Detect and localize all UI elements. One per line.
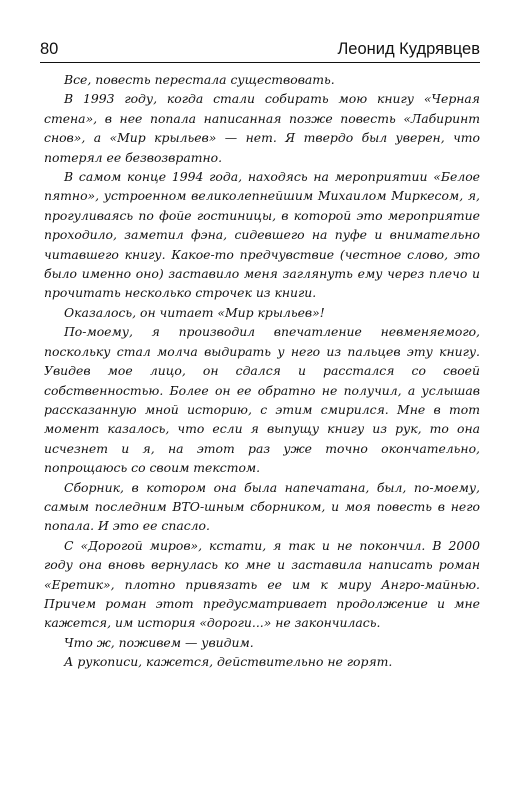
paragraph: С «Дорогой миров», кстати, я так и не покончил. В 2000 году она вновь вернулась ко мне и заставила написать роман «Еретик», плотно привязать ее им к миру Ангро-майнью. Причем роман этот предусматривает продолжение и мне кажется, им история «дороги...» не закончилась.	[44, 537, 480, 631]
paragraph: А рукописи, кажется, действительно не горят.	[64, 654, 393, 670]
paragraph: Все, повесть перестала существовать.	[64, 72, 335, 87]
paragraph: По-моему, я производил впечатление невменяемого, поскольку стал молча выдирать у него из пальцев эту книгу. Увидев мое лицо, он сдался и расстался со своей собственностью. Более он ее обратно не получил, а услышав рассказанную мной историю, с этим смирился. Мне в тот момент казалось, что если я выпущу книгу из рук, то она исчезнет и я, на этот раз уже точно окончательно, попрощаюсь со своим текстом.	[44, 324, 480, 476]
paragraph: В самом конце 1994 года, находясь на мероприятии «Белое пятно», устроенном великолепнейшим Михаилом Миркесом, я, прогуливаясь по фойе гостиницы, в которой это мероприятие проходило, заметил фэна, сидевшего на пуфе и внимательно читавшего книгу. Какое-то предчувствие (честное слово, это было именно оно) заставило меня заглянуть ему через плечо и прочитать несколько строчек из книги.	[44, 169, 480, 301]
paragraph: Оказалось, он читает «Мир крыльев»!	[64, 304, 325, 320]
page-number: 80	[40, 40, 59, 58]
page-header	[40, 38, 480, 63]
running-title: Леонид Кудрявцев	[337, 40, 480, 58]
paragraph: Сборник, в котором она была напечатана, был, по-моему, самым последним ВТО-шным сборником, и моя повесть в него попала. И это ее спасло.	[44, 479, 480, 534]
paragraph: В 1993 году, когда стали собирать мою книгу «Черная стена», в нее попала написанная позже повесть «Лабиринт снов», а «Мир крыльев» — нет. Я твердо был уверен, что потерял ее безвозвратно.	[44, 91, 480, 165]
paragraph: Что ж, поживем — увидим.	[64, 634, 254, 650]
page-body	[44, 70, 480, 672]
